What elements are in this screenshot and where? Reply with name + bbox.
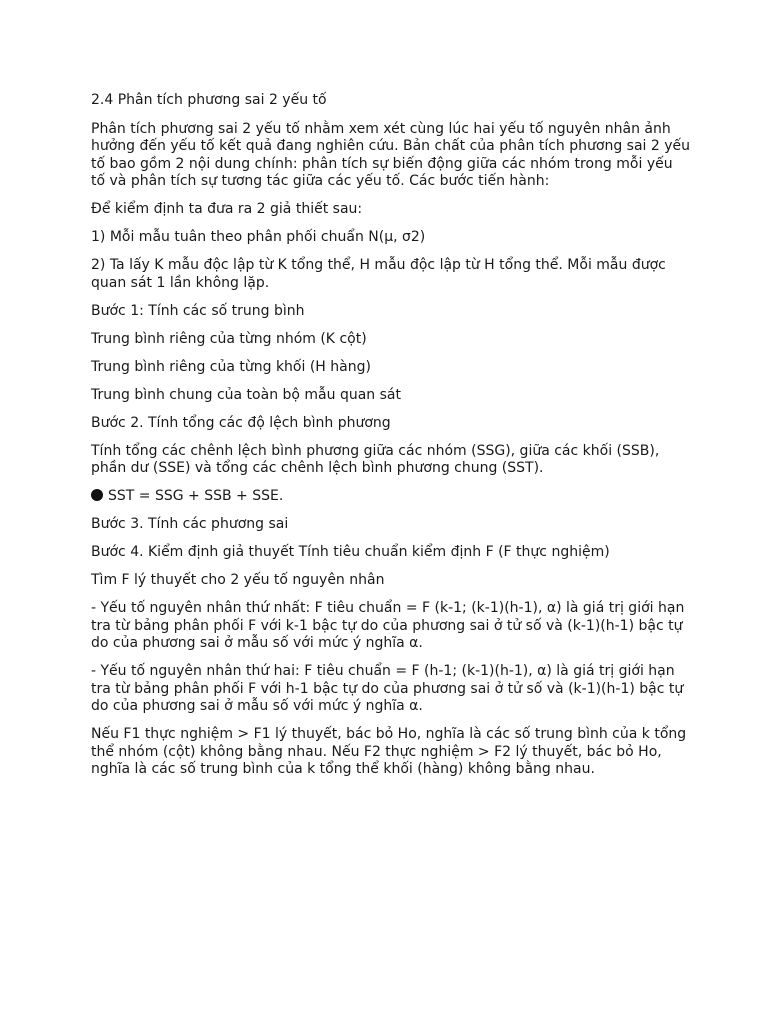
paragraph-hypothesis-1: 1) Mỗi mẫu tuân theo phân phối chuẩn N(μ, σ2) [91,229,426,245]
paragraph-conclusion: Nếu F1 thực nghiệm > F1 lý thuyết, bác bỏ Ho, nghĩa là các số trung bình của k tổng thể nhóm (cột) không bằng nhau. Nếu F2 thực nghiệm > F2 lý thuyết, bác bỏ Ho, nghĩa là các số trung bình của k tổng thể khối (hàng) không bằng nhau. [91,726,687,777]
paragraph-hypothesis-2: 2) Ta lấy K mẫu độc lập từ K tổng thể, H mẫu độc lập từ H tổng thể. Mỗi mẫu được quan sát 1 lần không lặp. [91,257,666,291]
section-title: 2.4 Phân tích phương sai 2 yếu tố [91,92,327,108]
paragraph-intro: Phân tích phương sai 2 yếu tố nhằm xem xét cùng lúc hai yếu tố nguyên nhân ảnh hưởng đến yếu tố kết quả đang nghiên cứu. Bản chất của phân tích phương sai 2 yếu tố bao gồm 2 nội dung chính: phân tích sự biến động giữa các nhóm trong mỗi yếu tố và phân tích sự tương tác giữa các yếu tố. Các bước tiến hành: [91,120,691,189]
paragraph-group-mean: Trung bình riêng của từng nhóm (K cột) [91,330,367,347]
paragraph-factor-2: - Yếu tố nguyên nhân thứ hai: F tiêu chuẩn = F (h-1; (k-1)(h-1), α) là giá trị giới hạn tra từ bảng phân phối F với h-1 bậc tự do của phương sai ở tử số và (k-1)(h-1) bậc tự do của phương sai ở mẫu số với mức ý nghĩa α. [91,663,684,714]
paragraph-step-1: Bước 1: Tính các số trung bình [91,302,305,319]
paragraph-sum-squares: Tính tổng các chênh lệch bình phương giữa các nhóm (SSG), giữa các khối (SSB), phần dư (SSE) và tổng các chênh lệch bình phương chung (SST). [91,442,660,476]
bullet-formula-text: SST = SSG + SSB + SSE. [108,488,284,504]
paragraph-factor-1: - Yếu tố nguyên nhân thứ nhất: F tiêu chuẩn = F (k-1; (k-1)(h-1), α) là giá trị giới hạn tra từ bảng phân phối F với k-1 bậc tự do của phương sai ở tử số và (k-1)(h-1) bậc tự do của phương sai ở mẫu số với mức ý nghĩa α. [91,600,685,651]
paragraph-overall-mean: Trung bình chung của toàn bộ mẫu quan sát [91,386,401,403]
bullet-formula [91,488,691,506]
paragraph-block-mean: Trung bình riêng của từng khối (H hàng) [91,358,371,375]
paragraph-step-2: Bước 2. Tính tổng các độ lệch bình phương [91,414,391,431]
document-page [91,92,691,789]
bullet-dot-icon [91,489,103,501]
paragraph-step-4: Bước 4. Kiểm định giả thuyết Tính tiêu chuẩn kiểm định F (F thực nghiệm) [91,544,610,560]
paragraph-find-f: Tìm F lý thuyết cho 2 yếu tố nguyên nhân [91,572,385,588]
paragraph-hypotheses-intro: Để kiểm định ta đưa ra 2 giả thiết sau: [91,201,363,217]
paragraph-step-3: Bước 3. Tính các phương sai [91,516,289,532]
